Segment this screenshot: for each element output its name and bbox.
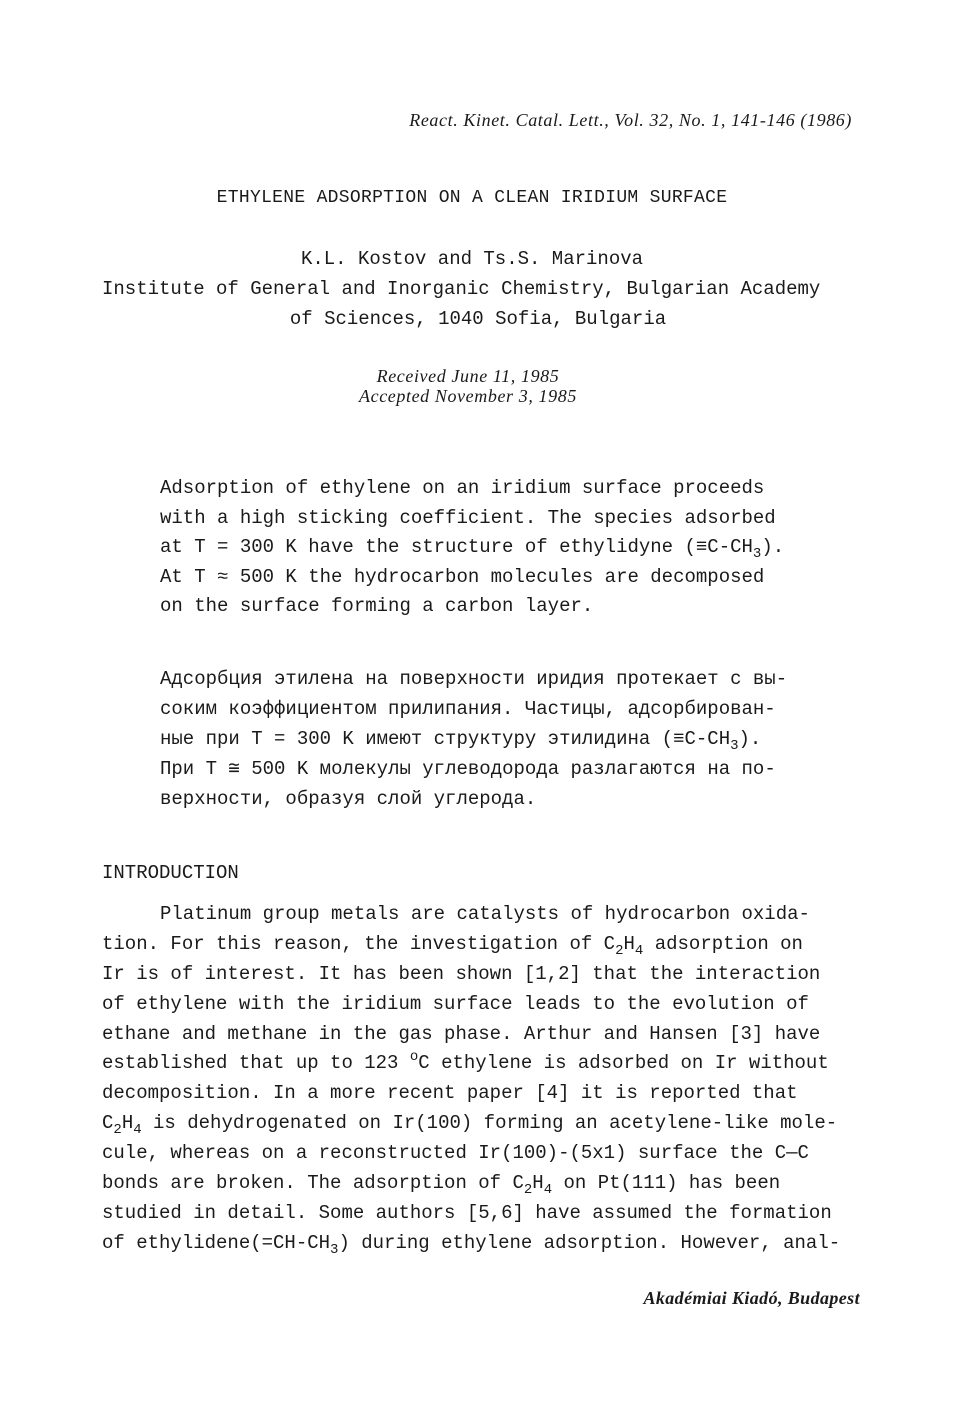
article-title: ETHYLENE ADSORPTION ON A CLEAN IRIDIUM SURFACE bbox=[216, 188, 728, 208]
received-date: Received June 11, 1985 bbox=[376, 366, 560, 386]
body-line: tion. For this reason, the investigation of $C_2H_4$ adsorption on bbox=[102, 933, 803, 959]
body-line: Ir is of interest. It has been shown [1,2] that the interaction bbox=[102, 963, 821, 985]
affiliation-line-2: of Sciences, 1040 Sofia, Bulgaria bbox=[289, 308, 667, 330]
body-line: bonds are broken. The adsorption of $C_2H_4$ on Pt(111) has been bbox=[102, 1172, 781, 1198]
abstract-ru-line: При T ≅ 500 K молекулы углеводорода разлагаются на по- bbox=[160, 758, 776, 780]
abstract-ru-line: ные при T = 300 K имеют структуру этилидина $(\equiv C-CH_3)$. bbox=[160, 728, 762, 754]
abstract-en-line: at T = 300 K have the structure of ethylidyne $(\equiv C-CH_3)$. bbox=[160, 536, 785, 562]
journal-reference: React. Kinet. Catal. Lett., Vol. 32, No. 1, 141-146 (1986) bbox=[409, 110, 852, 130]
body-line: $C_2H_4$ is dehydrogenated on Ir(100) forming an acetylene-like mole- bbox=[102, 1112, 838, 1138]
abstract-en-line: At T ≈ 500 K the hydrocarbon molecules are decomposed bbox=[160, 566, 765, 588]
abstract-ru-line: соким коэффициентом прилипания. Частицы, адсорбирован- bbox=[160, 698, 776, 720]
section-heading-introduction: INTRODUCTION bbox=[102, 862, 239, 884]
abstract-ru-line: верхности, образуя слой углерода. bbox=[160, 788, 537, 810]
body-line: Platinum group metals are catalysts of hydrocarbon oxida- bbox=[160, 903, 810, 925]
affiliation-line-1: Institute of General and Inorganic Chemistry, Bulgarian Academy bbox=[102, 278, 821, 300]
body-line: established that up to 123 $^o$C ethylene is adsorbed on Ir without bbox=[102, 1049, 829, 1074]
abstract-en-line: on the surface forming a carbon layer. bbox=[160, 595, 594, 617]
body-line: studied in detail. Some authors [5,6] have assumed the formation bbox=[102, 1202, 832, 1224]
publisher-footer: Akadémiai Kiadó, Budapest bbox=[643, 1288, 860, 1308]
accepted-date: Accepted November 3, 1985 bbox=[359, 386, 577, 406]
body-line: cule, whereas on a reconstructed Ir(100)-(5x1) surface the C—C bbox=[102, 1142, 809, 1164]
body-line: of ethylene with the iridium surface leads to the evolution of bbox=[102, 993, 809, 1015]
body-line: ethane and methane in the gas phase. Arthur and Hansen [3] have bbox=[102, 1023, 821, 1045]
abstract-ru-line: Адсорбция этилена на поверхности иридия протекает с вы- bbox=[160, 668, 788, 690]
abstract-en-line: Adsorption of ethylene on an iridium surface proceeds bbox=[160, 477, 765, 499]
authors: K.L. Kostov and Ts.S. Marinova bbox=[300, 248, 644, 270]
body-line: of $ethylidene(=CH-CH_3)$ during ethylene adsorption. However, anal- bbox=[102, 1232, 841, 1258]
abstract-en-line: with a high sticking coefficient. The species adsorbed bbox=[160, 507, 776, 529]
body-line: decomposition. In a more recent paper [4] it is reported that bbox=[102, 1082, 798, 1104]
